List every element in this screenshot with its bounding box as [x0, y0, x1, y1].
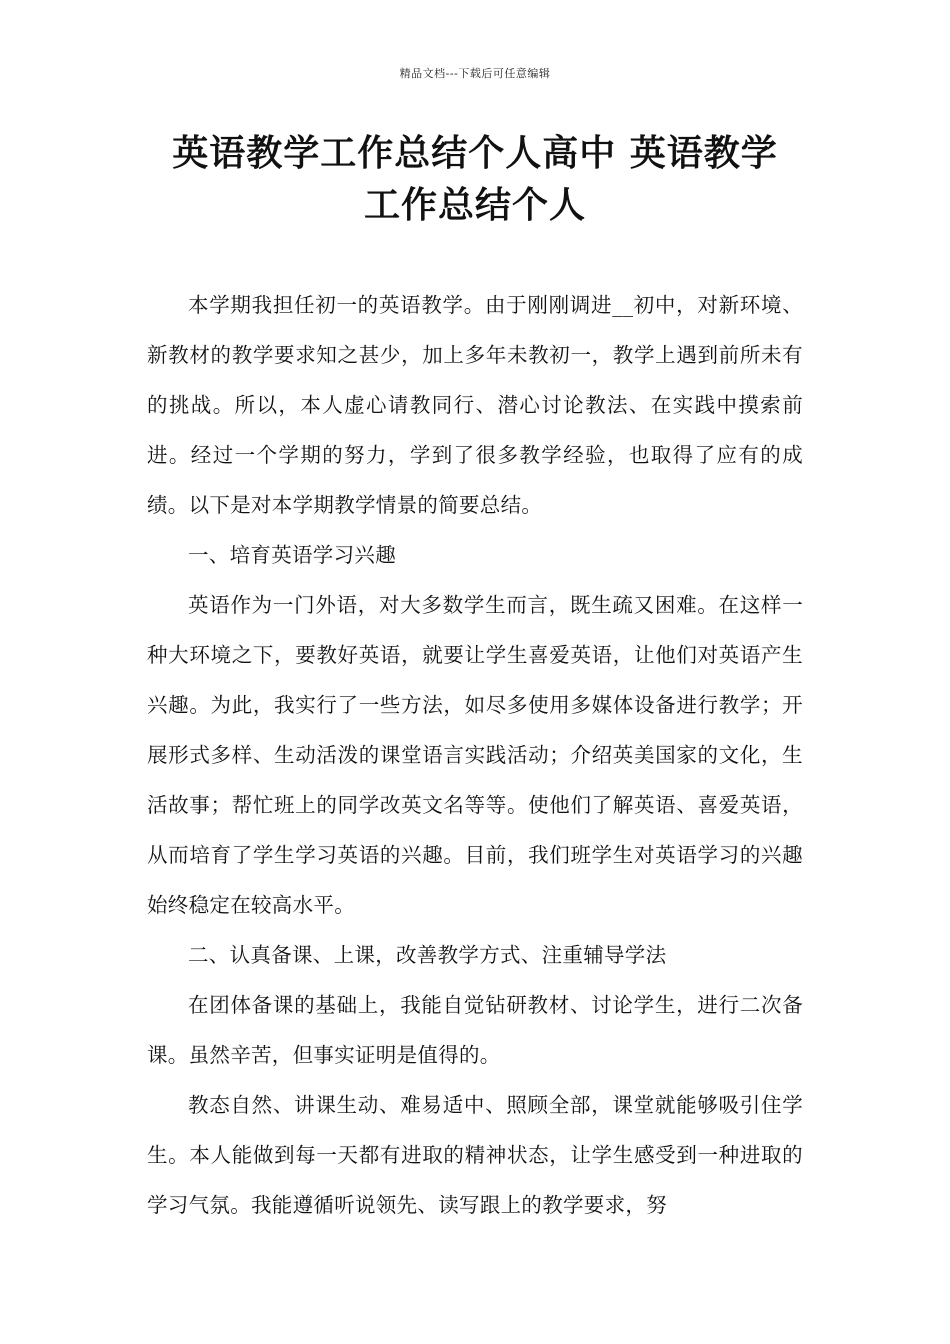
- paragraph-teaching-manner: 教态自然、讲课生动、难易适中、照顾全部，课堂就能够吸引住学生。本人能做到每一天都有进取的精神状态，让学生感受到一种进取的学习气氛。我能遵循听说领先、读写跟上的教学要求，努: [147, 1093, 803, 1217]
- document-body: [147, 280, 803, 1230]
- page-header: 精品文档---下载后可任意编辑: [399, 67, 551, 80]
- paragraph-intro: 本学期我担任初一的英语教学。由于刚刚调进__初中，对新环境、新教材的教学要求知之甚少，加上多年未教初一，教学上遇到前所未有的挑战。所以，本人虚心请教同行、潜心讨论教法、在实践中摸索前进。经过一个学期的努力，学到了很多教学经验，也取得了应有的成绩。以下是对本学期教学情景的简要总结。: [147, 293, 803, 517]
- section-heading-2: 二、认真备课、上课，改善教学方式、注重辅导学法: [188, 943, 667, 967]
- document-title: [130, 128, 820, 232]
- section-heading-1: 一、培育英语学习兴趣: [188, 543, 396, 567]
- title-line-2: 工作总结个人: [363, 185, 586, 226]
- paragraph-lesson-prep: 在团体备课的基础上，我能自觉钻研教材、讨论学生，进行二次备课。虽然辛苦，但事实证明是值得的。: [147, 993, 803, 1067]
- paragraph-interest: 英语作为一门外语，对大多数学生而言，既生疏又困难。在这样一种大环境之下，要教好英语，就要让学生喜爱英语，让他们对英语产生兴趣。为此，我实行了一些方法，如尽多使用多媒体设备进行教学；开展形式多样、生动活泼的课堂语言实践活动；介绍英美国家的文化，生活故事；帮忙班上的同学改英文名等等。使他们了解英语、喜爱英语，从而培育了学生学习英语的兴趣。目前，我们班学生对英语学习的兴趣始终稳定在较高水平。: [147, 593, 803, 917]
- title-line-1: 英语教学工作总结个人高中 英语教学: [172, 133, 778, 174]
